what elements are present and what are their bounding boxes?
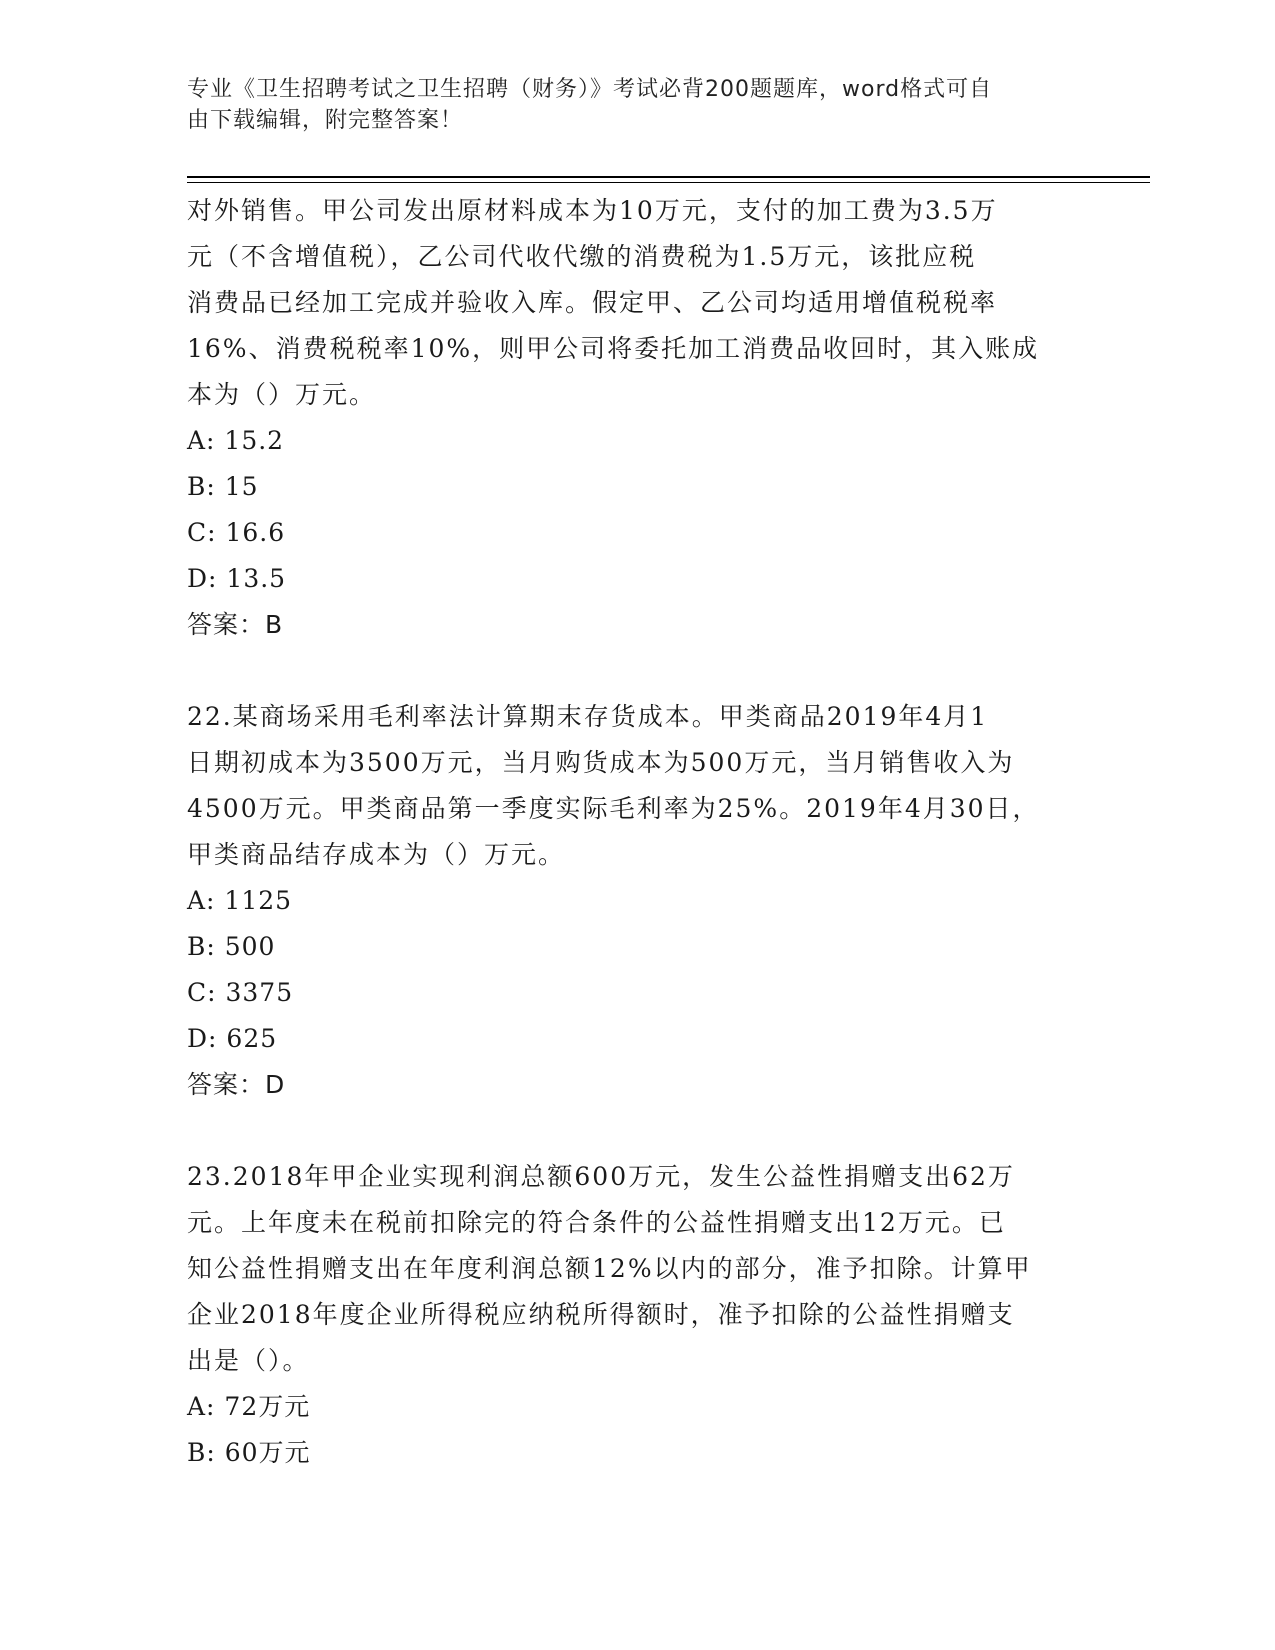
question-22-option-b: B: 500 (187, 932, 276, 961)
question-23-stem-line: 出是（）。 (187, 1346, 310, 1375)
question-21-stem-line: 元（不含增值税），乙公司代收代缴的消费税为1.5万元，该批应税 (187, 242, 977, 271)
question-spacer (187, 1108, 1087, 1154)
question-22-stem-line: 22.某商场采用毛利率法计算期末存货成本。甲类商品2019年4月1 (187, 702, 989, 731)
question-23 (187, 1154, 1087, 1476)
question-22-stem-line: 4500万元。甲类商品第一季度实际毛利率为25%。2019年4月30日， (187, 794, 1040, 823)
header-divider-thin (187, 182, 1150, 183)
question-22-answer: 答案：D (187, 1070, 286, 1099)
question-22-stem-line: 甲类商品结存成本为（）万元。 (187, 840, 566, 869)
question-21 (187, 188, 1087, 648)
question-22-option-c: C: 3375 (187, 978, 294, 1007)
question-21-stem-line: 16%、消费税税率10%，则甲公司将委托加工消费品收回时，其入账成 (187, 334, 1040, 363)
question-spacer (187, 648, 1087, 694)
question-21-option-c: C: 16.6 (187, 518, 286, 547)
header-title-line-2: 由下载编辑，附完整答案！ (187, 108, 464, 133)
question-23-stem-line: 23.2018年甲企业实现利润总额600万元，发生公益性捐赠支出62万 (187, 1162, 1015, 1191)
question-21-option-a: A: 15.2 (187, 426, 285, 455)
header-title-line-1: 专业《卫生招聘考试之卫生招聘（财务）》考试必背200题题库，word格式可自 (187, 77, 993, 102)
question-23-stem-line: 知公益性捐赠支出在年度利润总额12%以内的部分，准予扣除。计算甲 (187, 1254, 1032, 1283)
question-23-stem-line: 元。上年度未在税前扣除完的符合条件的公益性捐赠支出12万元。已 (187, 1208, 1006, 1237)
question-content (187, 188, 1087, 1476)
document-header (187, 74, 1067, 136)
question-21-option-b: B: 15 (187, 472, 259, 501)
question-21-stem-line: 消费品已经加工完成并验收入库。假定甲、乙公司均适用增值税税率 (187, 288, 998, 317)
header-divider-thick (187, 176, 1150, 178)
question-21-answer: 答案：B (187, 610, 284, 639)
question-21-stem-line: 本为（）万元。 (187, 380, 377, 409)
question-22-option-a: A: 1125 (187, 886, 293, 915)
question-22 (187, 694, 1087, 1108)
question-21-stem-line: 对外销售。甲公司发出原材料成本为10万元，支付的加工费为3.5万 (187, 196, 998, 225)
question-22-stem-line: 日期初成本为3500万元，当月购货成本为500万元，当月销售收入为 (187, 748, 1015, 777)
question-23-stem-line: 企业2018年度企业所得税应纳税所得额时，准予扣除的公益性捐赠支 (187, 1300, 1015, 1329)
question-23-option-a: A: 72万元 (187, 1392, 311, 1421)
question-22-option-d: D: 625 (187, 1024, 278, 1053)
question-21-option-d: D: 13.5 (187, 564, 287, 593)
question-23-option-b: B: 60万元 (187, 1438, 311, 1467)
